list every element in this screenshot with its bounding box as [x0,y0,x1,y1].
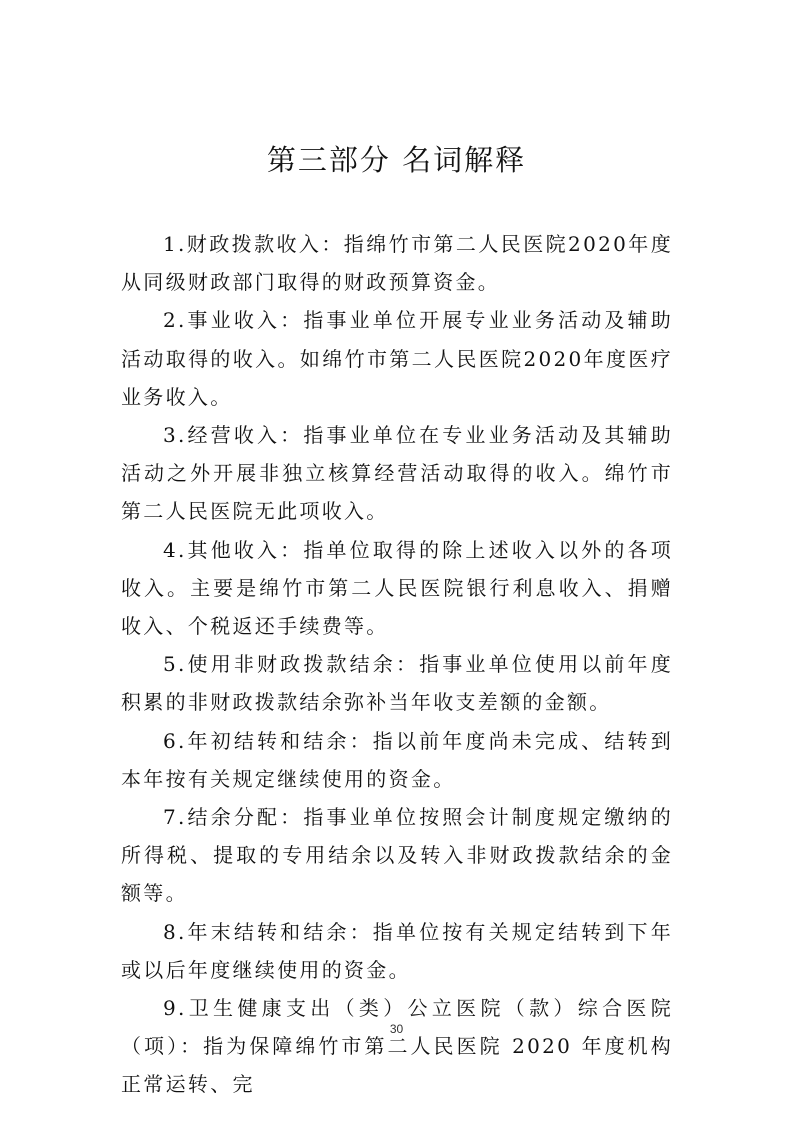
definition-paragraph-5: 5.使用非财政拨款结余：指事业单位使用以前年度积累的非财政拨款结余弥补当年收支差额的金额。 [121,652,673,715]
section-title: 第三部分 名词解释 [266,143,527,177]
definition-paragraph-6: 6.年初结转和结余：指以前年度尚未完成、结转到本年按有关规定继续使用的资金。 [121,728,673,791]
definition-paragraph-3: 3.经营收入：指事业单位在专业业务活动及其辅助活动之外开展非独立核算经营活动取得的收入。绵竹市第二人民医院无此项收入。 [121,423,673,524]
definition-paragraph-2: 2.事业收入：指事业单位开展专业业务活动及辅助活动取得的收入。如绵竹市第二人民医院2020年度医疗业务收入。 [121,308,673,409]
definition-paragraph-7: 7.结余分配：指事业单位按照会计制度规定缴纳的所得税、提取的专用结余以及转入非财政拨款结余的金额等。 [121,805,673,906]
definition-paragraph-8: 8.年末结转和结余：指单位按有关规定结转到下年或以后年度继续使用的资金。 [121,919,673,982]
definition-paragraph-9: 9.卫生健康支出（类）公立医院（款）综合医院（项）：指为保障绵竹市第二人民医院 2020 年度机构正常运转、完 [121,996,673,1097]
definitions-body [121,225,673,1104]
definition-paragraph-1: 1.财政拨款收入：指绵竹市第二人民医院2020年度从同级财政部门取得的财政预算资金。 [121,232,673,295]
page-number: 30 [389,1022,404,1036]
definition-paragraph-4: 4.其他收入：指单位取得的除上述收入以外的各项收入。主要是绵竹市第二人民医院银行利息收入、捐赠收入、个税返还手续费等。 [121,537,673,639]
